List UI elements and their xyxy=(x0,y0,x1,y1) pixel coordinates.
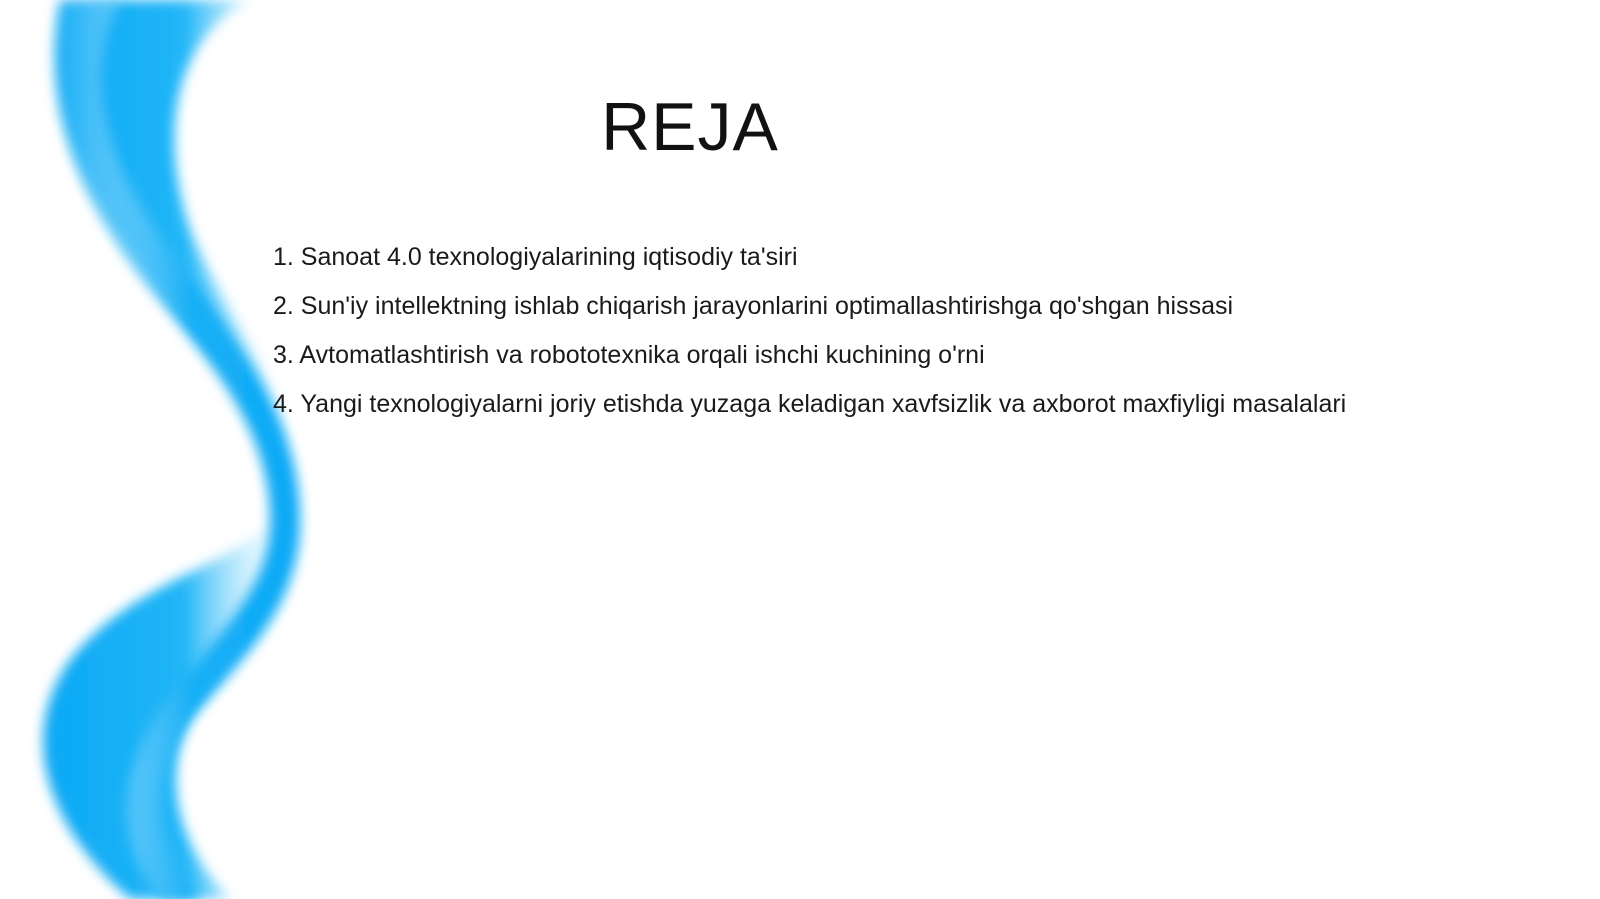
plan-list xyxy=(273,240,1346,436)
plan-item-3: 3. Avtomatlashtirish va robototexnika orqali ishchi kuchining o'rni xyxy=(273,341,985,369)
slide-title: REJA xyxy=(601,89,779,165)
plan-item-1: 1. Sanoat 4.0 texnologiyalarining iqtisodiy ta'siri xyxy=(273,243,798,271)
plan-item-2: 2. Sun'iy intellektning ishlab chiqarish jarayonlarini optimallashtirishga qo'shgan hissasi xyxy=(273,292,1234,320)
plan-item-4: 4. Yangi texnologiyalarni joriy etishda yuzaga keladigan xavfsizlik va axborot maxfiyligi masalalari xyxy=(273,390,1347,418)
